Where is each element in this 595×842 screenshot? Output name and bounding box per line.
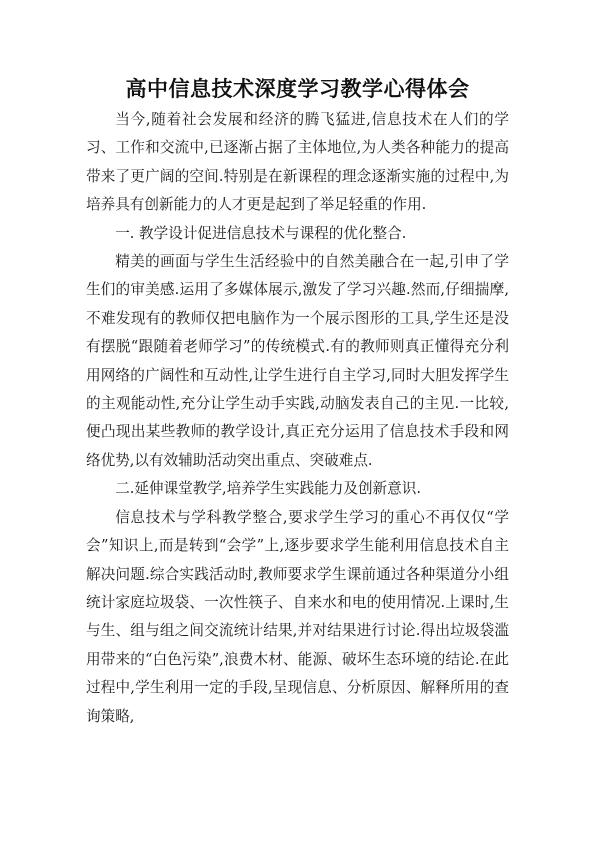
section-heading-1: 一. 教学设计促进信息技术与课程的优化整合. xyxy=(115,224,407,242)
paragraph-section-2: 信息技术与学科教学整合,要求学生学习的重心不再仅仅“学会”知识上,而是转到“会学”上,逐步要求学生能利用信息技术自主解决问题.综合实践活动时,教师要求学生课前通过各种渠道分小组统计家庭垃圾袋、一次性筷子、自来水和电的使用情况.上课时,生与生、组与组之间交流统计结果,并对结果进行讨论.得出垃圾袋滥用带来的“白色污染”,浪费木材、能源、破坏生态环境的结论.在此过程中,学生利用一定的手段,呈现信息、分析原因、解释所用的查询策略, xyxy=(86,508,509,725)
paragraph-intro: 当今,随着社会发展和经济的腾飞猛进,信息技术在人们的学习、工作和交流中,已逐渐占据了主体地位,为人类各种能力的提高带来了更广阔的空间.特别是在新课程的理念逐渐实施的过程中,为培养具有创新能力的人才更是起到了举足轻重的作用. xyxy=(86,111,509,214)
document-body xyxy=(86,106,509,731)
section-heading-2: 二.延伸课堂教学,培养学生实践能力及创新意识. xyxy=(115,480,421,498)
paragraph-section-1: 精美的画面与学生生活经验中的自然美融合在一起,引申了学生们的审美感.运用了多媒体展示,激发了学习兴趣.然而,仔细揣摩,不难发现有的教师仅把电脑作为一个展示图形的工具,学生还是没有摆脱“跟随着老师学习”的传统模式.有的教师则真正懂得充分利用网络的广阔性和互动性,让学生进行自主学习,同时大胆发挥学生的主观能动性,充分让学生动手实践,动脑发表自己的主见.一比较,便凸现出某些教师的教学设计,真正充分运用了信息技术手段和网络优势,以有效辅助活动突出重点、突破难点. xyxy=(86,253,509,469)
document-title: 高中信息技术深度学习教学心得体会 xyxy=(125,76,470,101)
